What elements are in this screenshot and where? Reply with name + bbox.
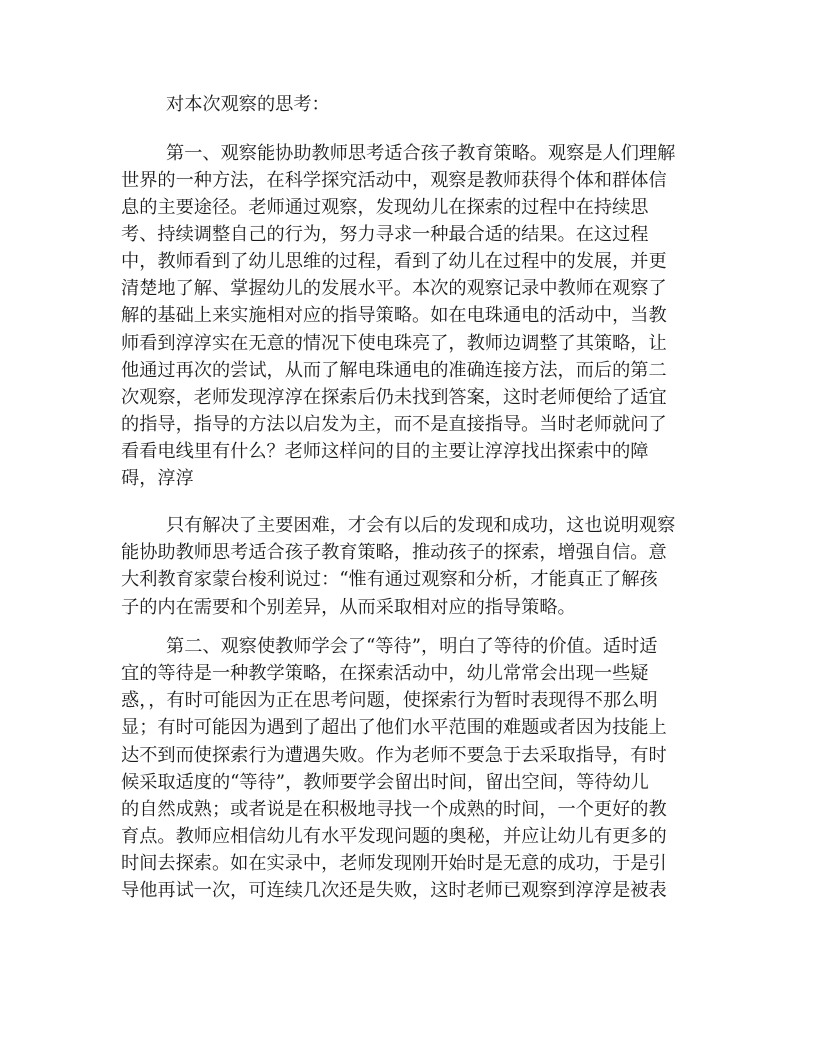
paragraph-1-line-13: 碍，淳淳 xyxy=(121,468,194,489)
paragraph-1-line-8: 师看到淳淳实在无意的情况下使电珠亮了，教师边调整了其策略，让 xyxy=(121,333,667,354)
paragraph-2-line-2: 能协助教师思考适合孩子教育策略，推动孩子的探索，增强自信。意 xyxy=(121,542,667,563)
paragraph-3-line-1: 第二、观察使教师学会了“等待”，明白了等待的价值。适时适 xyxy=(166,636,658,657)
paragraph-3-line-6: 候采取适度的“等待”，教师要学会留出时间，留出空间，等待幼儿 xyxy=(121,772,649,793)
paragraph-1-line-5: 中，教师看到了幼儿思维的过程，看到了幼儿在过程中的发展，并更 xyxy=(121,251,667,272)
paragraph-3-line-4: 显；有时可能因为遇到了超出了他们水平范围的难题或者因为技能上 xyxy=(121,717,667,738)
paragraph-3-line-3: 惑，，有时可能因为正在思考问题，使探索行为暂时表现得不那么明 xyxy=(121,690,658,711)
paragraph-1-line-10: 次观察，老师发现淳淳在探索后仍未找到答案，这时老师便给了适宜 xyxy=(121,387,667,408)
paragraph-3-line-5: 达不到而使探索行为遭遇失败。作为老师不要急于去采取指导，有时 xyxy=(121,745,667,766)
paragraph-2-line-1: 只有解决了主要困难，才会有以后的发现和成功，这也说明观察 xyxy=(166,515,676,536)
paragraph-1-line-1: 第一、观察能协助教师思考适合孩子教育策略。观察是人们理解 xyxy=(166,143,676,164)
paragraph-1-line-12: 看看电线里有什么？老师这样问的目的主要让淳淳找出探索中的障 xyxy=(121,441,649,462)
paragraph-3-line-9: 时间去探索。如在实录中，老师发现刚开始时是无意的成功，于是引 xyxy=(121,853,667,874)
section-heading: 对本次观察的思考： xyxy=(166,94,330,115)
paragraph-1-line-4: 考、持续调整自己的行为，努力寻求一种最合适的结果。在这过程 xyxy=(121,224,649,245)
paragraph-1-line-11: 的指导，指导的方法以启发为主，而不是直接指导。当时老师就问了 xyxy=(121,414,667,435)
paragraph-3-line-7: 的自然成熟；或者说是在积极地寻找一个成熟的时间，一个更好的教 xyxy=(121,799,667,820)
paragraph-2-line-3: 大利教育家蒙台梭利说过：“惟有通过观察和分析，才能真正了解孩 xyxy=(121,569,658,590)
paragraph-1-line-3: 息的主要途径。老师通过观察，发现幼儿在探索的过程中在持续思 xyxy=(121,197,649,218)
paragraph-1-line-7: 解的基础上来实施相对应的指导策略。如在电珠通电的活动中，当教 xyxy=(121,305,667,326)
paragraph-1-line-9: 他通过再次的尝试，从而了解电珠通电的准确连接方法，而后的第二 xyxy=(121,360,667,381)
paragraph-3-line-8: 育点。教师应相信幼儿有水平发现问题的奥秘，并应让幼儿有更多的 xyxy=(121,826,667,847)
paragraph-1-line-2: 世界的一种方法，在科学探究活动中，观察是教师获得个体和群体信 xyxy=(121,170,667,191)
paragraph-1-line-6: 清楚地了解、掌握幼儿的发展水平。本次的观察记录中教师在观察了 xyxy=(121,278,667,299)
paragraph-3-line-2: 宜的等待是一种教学策略，在探索活动中，幼儿常常会出现一些疑 xyxy=(121,663,649,684)
paragraph-2-line-4: 子的内在需要和个别差异，从而采取相对应的指导策略。 xyxy=(121,597,576,618)
paragraph-3-line-10: 导他再试一次，可连续几次还是失败，这时老师已观察到淳淳是被表 xyxy=(121,880,667,901)
